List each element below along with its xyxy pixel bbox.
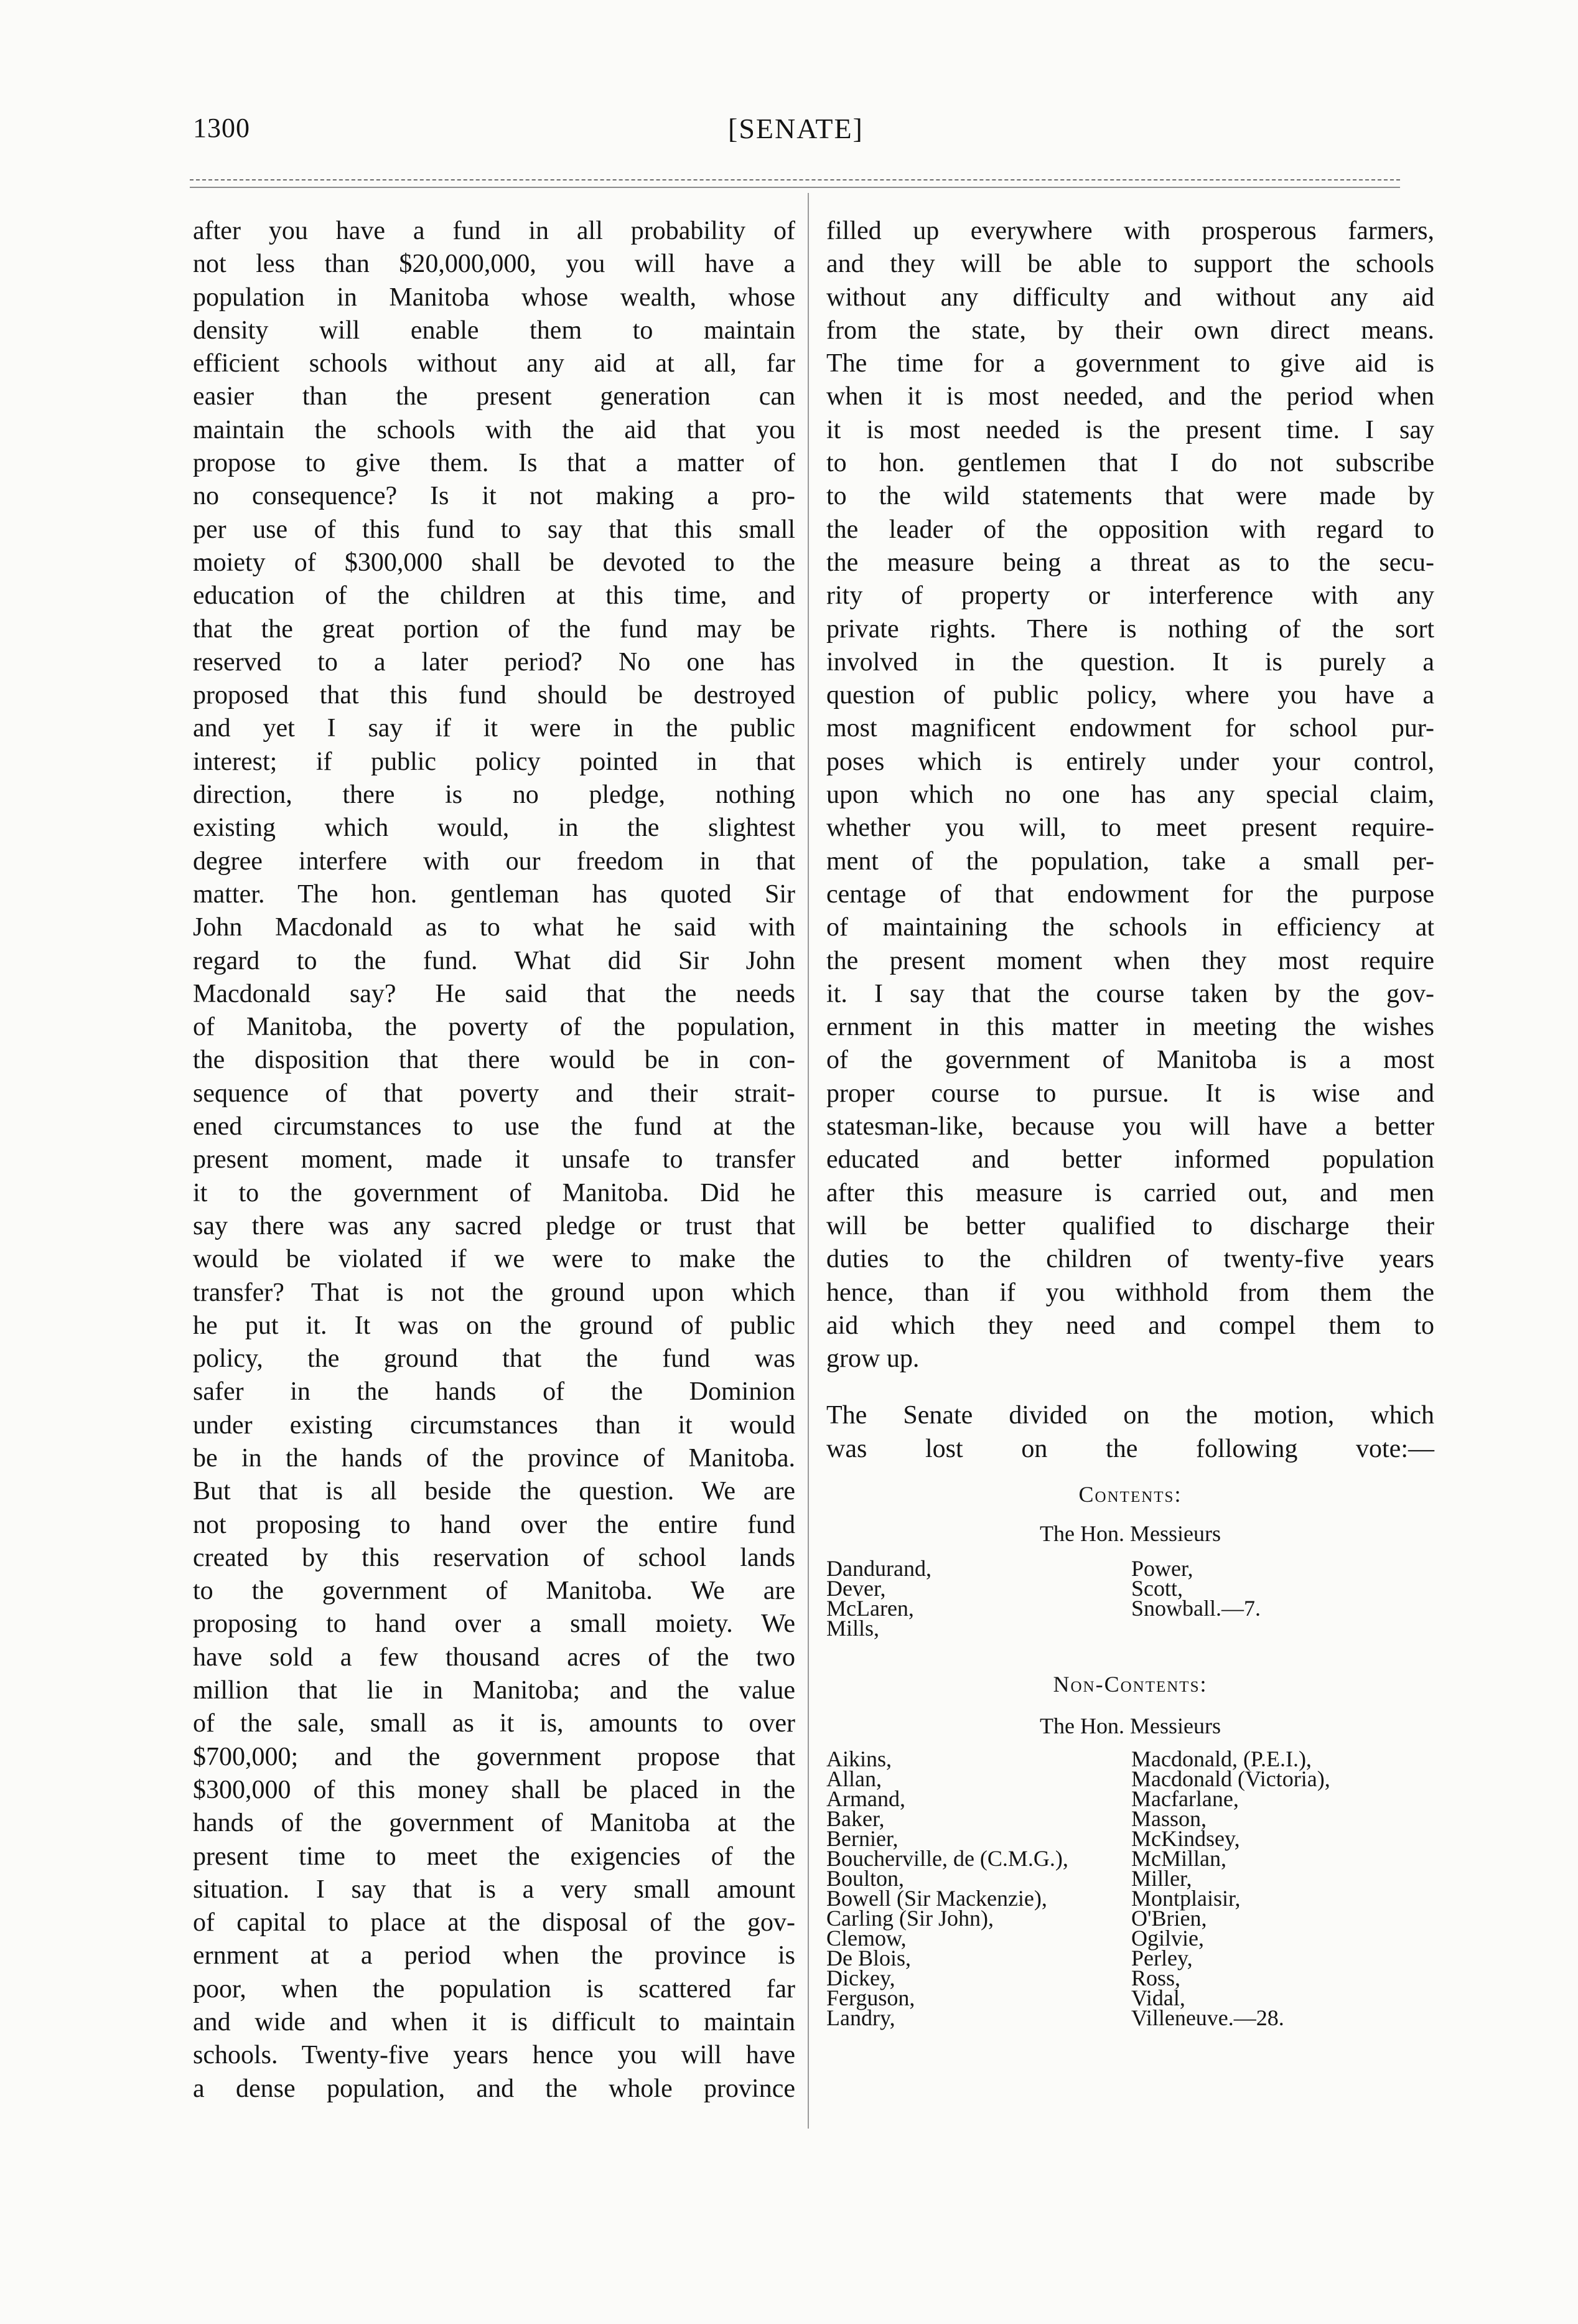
text-line: will be better qualified to discharge their xyxy=(826,1211,1434,1240)
senator-name: Vidal, xyxy=(1131,1985,1185,2011)
text-line: of the sale, small as it is, amounts to over xyxy=(193,1709,795,1738)
spacer xyxy=(826,1511,1434,1517)
text-line: without any difficulty and without any aid xyxy=(826,283,1434,312)
senator-name: Boucherville, de (C.M.G.), xyxy=(826,1846,1068,1872)
text-line: of the government of Manitoba is a most xyxy=(826,1046,1434,1075)
text-line: moiety of $300,000 shall be devoted to the xyxy=(193,548,795,577)
text-line: proposing to hand over a small moiety. We xyxy=(193,1609,795,1639)
text-line: he put it. It was on the ground of public xyxy=(193,1311,795,1340)
text-line: question of public policy, where you have a xyxy=(826,681,1434,710)
text-line: John Macdonald as to what he said with xyxy=(193,913,795,942)
text-line: to hon. gentlemen that I do not subscribe xyxy=(826,449,1434,478)
text-line: and yet I say if it were in the public xyxy=(193,714,795,743)
non-contents-names xyxy=(826,1746,1434,2035)
senator-name: Perley, xyxy=(1131,1946,1193,1971)
text-line: upon which no one has any special claim, xyxy=(826,780,1434,810)
text-line: matter. The hon. gentleman has quoted Sir xyxy=(193,879,795,909)
running-head: [SENATE] xyxy=(728,113,864,144)
text-line: no consequence? Is it not making a pro- xyxy=(193,482,795,511)
text-line: centage of that endowment for the purpose xyxy=(826,879,1434,909)
header-rule-secondary xyxy=(190,187,1400,188)
text-line: would be violated if we were to make the xyxy=(193,1245,795,1274)
senator-name: Boulton, xyxy=(826,1866,905,1891)
text-line: aid which they need and compel them to xyxy=(826,1311,1434,1340)
text-line: say there was any sacred pledge or trust that xyxy=(193,1211,795,1240)
contents-names-left xyxy=(826,1555,931,1641)
senator-name: Dever, xyxy=(826,1575,886,1601)
text-line: private rights. There is nothing of the sort xyxy=(826,614,1434,644)
senator-name: Baker, xyxy=(826,1806,885,1832)
text-line: population in Manitoba whose wealth, whose xyxy=(193,283,795,312)
text-line: degree interfere with our freedom in that xyxy=(193,846,795,876)
text-line: it. I say that the course taken by the gov- xyxy=(826,979,1434,1008)
text-line: interest; if public policy pointed in that xyxy=(193,747,795,776)
text-line: transfer? That is not the ground upon which xyxy=(193,1278,795,1307)
non-contents-subheading: The Hon. Messieurs xyxy=(1040,1713,1221,1738)
senator-name: Masson, xyxy=(1131,1806,1207,1832)
text-line: the leader of the opposition with regard to xyxy=(826,515,1434,544)
senator-name: Ross, xyxy=(1131,1966,1181,1991)
page-header xyxy=(193,112,1456,149)
text-line: be in the hands of the province of Manitoba. xyxy=(193,1443,795,1473)
text-line: proposed that this fund should be destroyed xyxy=(193,681,795,710)
spacer xyxy=(826,1743,1434,1749)
non-contents-names-right xyxy=(1131,1746,1330,2031)
senator-name: McMillan, xyxy=(1131,1846,1226,1872)
contents-heading: Contents: xyxy=(1078,1481,1182,1507)
text-line: hence, than if you withhold from them the xyxy=(826,1278,1434,1307)
text-line: efficient schools without any aid at all, far xyxy=(193,349,795,378)
page-number: 1300 xyxy=(193,113,250,143)
senator-name: Allan, xyxy=(826,1766,882,1792)
vote-intro-line: The Senate divided on the motion, which xyxy=(826,1401,1434,1430)
senator-name: Montplaisir, xyxy=(1131,1886,1241,1911)
text-line: grow up. xyxy=(826,1344,920,1374)
text-line: proper course to pursue. It is wise and xyxy=(826,1079,1434,1108)
text-line: and wide and when it is difficult to maintain xyxy=(193,2008,795,2037)
text-line: per use of this fund to say that this small xyxy=(193,515,795,544)
text-line: the measure being a threat as to the secu- xyxy=(826,548,1434,577)
senator-name: Macfarlane, xyxy=(1131,1786,1239,1812)
text-line: $300,000 of this money shall be placed in the xyxy=(193,1775,795,1804)
text-line: sequence of that poverty and their strait- xyxy=(193,1079,795,1108)
senator-name: Macdonald (Victoria), xyxy=(1131,1766,1330,1792)
text-line: density will enable them to maintain xyxy=(193,316,795,345)
text-line: under existing circumstances than it would xyxy=(193,1410,795,1440)
text-line: and they will be able to support the schools xyxy=(826,250,1434,279)
text-line: from the state, by their own direct means. xyxy=(826,316,1434,345)
text-line: when it is most needed, and the period when xyxy=(826,382,1434,411)
text-line: the disposition that there would be in con- xyxy=(193,1046,795,1075)
text-line: duties to the children of twenty-five years xyxy=(826,1245,1434,1274)
non-contents-names-left xyxy=(826,1746,1068,2031)
text-line: situation. I say that is a very small amount xyxy=(193,1875,795,1904)
text-line: regard to the fund. What did Sir John xyxy=(193,946,795,975)
text-line: reserved to a later period? No one has xyxy=(193,647,795,677)
text-line: maintain the schools with the aid that you xyxy=(193,415,795,444)
senator-name: Clemow, xyxy=(826,1926,907,1951)
contents-names xyxy=(826,1555,1434,1643)
text-line: $700,000; and the government propose that xyxy=(193,1742,795,1771)
paragraph-gap xyxy=(826,1375,1434,1399)
text-line: But that is all beside the question. We are xyxy=(193,1477,795,1506)
senator-name: Mills, xyxy=(826,1615,880,1641)
senator-name: Miller, xyxy=(1131,1866,1192,1891)
senator-name: Dandurand, xyxy=(826,1555,931,1581)
text-line: it is most needed is the present time. I say xyxy=(826,415,1434,444)
senator-name: De Blois, xyxy=(826,1946,912,1971)
text-line: not less than $20,000,000, you will have a xyxy=(193,250,795,279)
text-line: after this measure is carried out, and men xyxy=(826,1178,1434,1207)
text-line: a dense population, and the whole province xyxy=(193,2074,795,2103)
text-line: it to the government of Manitoba. Did he xyxy=(193,1178,795,1207)
text-line: schools. Twenty-five years hence you will have xyxy=(193,2041,795,2070)
header-rule xyxy=(190,179,1400,180)
non-contents-heading: Non-Contents: xyxy=(1053,1671,1208,1697)
text-line: whether you will, to meet present require- xyxy=(826,813,1434,843)
spacer xyxy=(826,1701,1434,1710)
text-line: to the government of Manitoba. We are xyxy=(193,1577,795,1606)
text-line: have sold a few thousand acres of the two xyxy=(193,1642,795,1672)
column-divider xyxy=(808,193,809,2129)
senator-name: Bernier, xyxy=(826,1826,899,1852)
senator-name: McKindsey, xyxy=(1131,1826,1240,1852)
text-line: after you have a fund in all probability of xyxy=(193,217,795,245)
senator-name: Snowball.—7. xyxy=(1131,1595,1261,1621)
text-line: The time for a government to give aid is xyxy=(826,349,1434,378)
text-line: poor, when the population is scattered far xyxy=(193,1974,795,2003)
text-line: statesman-like, because you will have a better xyxy=(826,1112,1434,1141)
senator-name: Dickey, xyxy=(826,1966,895,1991)
text-line: poses which is entirely under your control, xyxy=(826,747,1434,776)
text-line: ernment at a period when the province is xyxy=(193,1941,795,1970)
text-line: of Manitoba, the poverty of the population, xyxy=(193,1013,795,1042)
senator-name: Macdonald, (P.E.I.), xyxy=(1131,1746,1312,1772)
text-line: rity of property or interference with any xyxy=(826,581,1434,611)
text-line: the present moment when they most require xyxy=(826,946,1434,975)
senator-name: Bowell (Sir Mackenzie), xyxy=(826,1886,1047,1911)
text-line: hands of the government of Manitoba at the xyxy=(193,1809,795,1838)
text-line: present time to meet the exigencies of the xyxy=(193,1842,795,1871)
text-line: propose to give them. Is that a matter of xyxy=(193,449,795,478)
text-line: most magnificent endowment for school pur- xyxy=(826,714,1434,743)
text-line: not proposing to hand over the entire fund xyxy=(193,1510,795,1539)
text-line: filled up everywhere with prosperous farmers, xyxy=(826,217,1434,245)
senator-name: Aikins, xyxy=(826,1746,892,1772)
text-line: easier than the present generation can xyxy=(193,382,795,411)
text-line: million that lie in Manitoba; and the value xyxy=(193,1676,795,1705)
left-column xyxy=(193,215,795,2106)
text-line: to the wild statements that were made by xyxy=(826,482,1434,511)
text-line: Macdonald say? He said that the needs xyxy=(193,979,795,1008)
text-line: existing which would, in the slightest xyxy=(193,813,795,843)
senator-name: McLaren, xyxy=(826,1595,914,1621)
senator-name: Armand, xyxy=(826,1786,905,1812)
senator-name: Ogilvie, xyxy=(1131,1926,1204,1951)
senator-name: Villeneuve.—28. xyxy=(1131,2005,1284,2031)
contents-names-right xyxy=(1131,1555,1261,1621)
spacer xyxy=(826,1466,1434,1478)
text-line: ernment in this matter in meeting the wishes xyxy=(826,1013,1434,1042)
contents-subheading: The Hon. Messieurs xyxy=(1040,1521,1221,1547)
vote-intro xyxy=(826,1399,1434,1466)
text-line: policy, the ground that the fund was xyxy=(193,1344,795,1374)
text-line: ment of the population, take a small per- xyxy=(826,846,1434,876)
spacer xyxy=(826,1643,1434,1668)
vote-intro-line: was lost on the following vote:— xyxy=(826,1434,1434,1463)
text-line: education of the children at this time, and xyxy=(193,581,795,611)
senator-name: Power, xyxy=(1131,1555,1193,1581)
text-line: ened circumstances to use the fund at the xyxy=(193,1112,795,1141)
right-column xyxy=(826,215,1434,2035)
senator-name: Landry, xyxy=(826,2005,895,2031)
right-column-text xyxy=(826,215,1434,1375)
text-line: that the great portion of the fund may be xyxy=(193,614,795,644)
text-line: created by this reservation of school lands xyxy=(193,1543,795,1572)
text-line: of capital to place at the disposal of the gov- xyxy=(193,1908,795,1937)
text-line: present moment, made it unsafe to transfer xyxy=(193,1145,795,1174)
senator-name: O'Brien, xyxy=(1131,1906,1207,1931)
senator-name: Carling (Sir John), xyxy=(826,1906,994,1931)
senator-name: Scott, xyxy=(1131,1575,1184,1601)
text-line: direction, there is no pledge, nothing xyxy=(193,780,795,810)
text-line: of maintaining the schools in efficiency at xyxy=(826,913,1434,942)
senator-name: Ferguson, xyxy=(826,1985,915,2011)
text-line: safer in the hands of the Dominion xyxy=(193,1377,795,1407)
text-line: educated and better informed population xyxy=(826,1145,1434,1174)
text-line: involved in the question. It is purely a xyxy=(826,647,1434,677)
